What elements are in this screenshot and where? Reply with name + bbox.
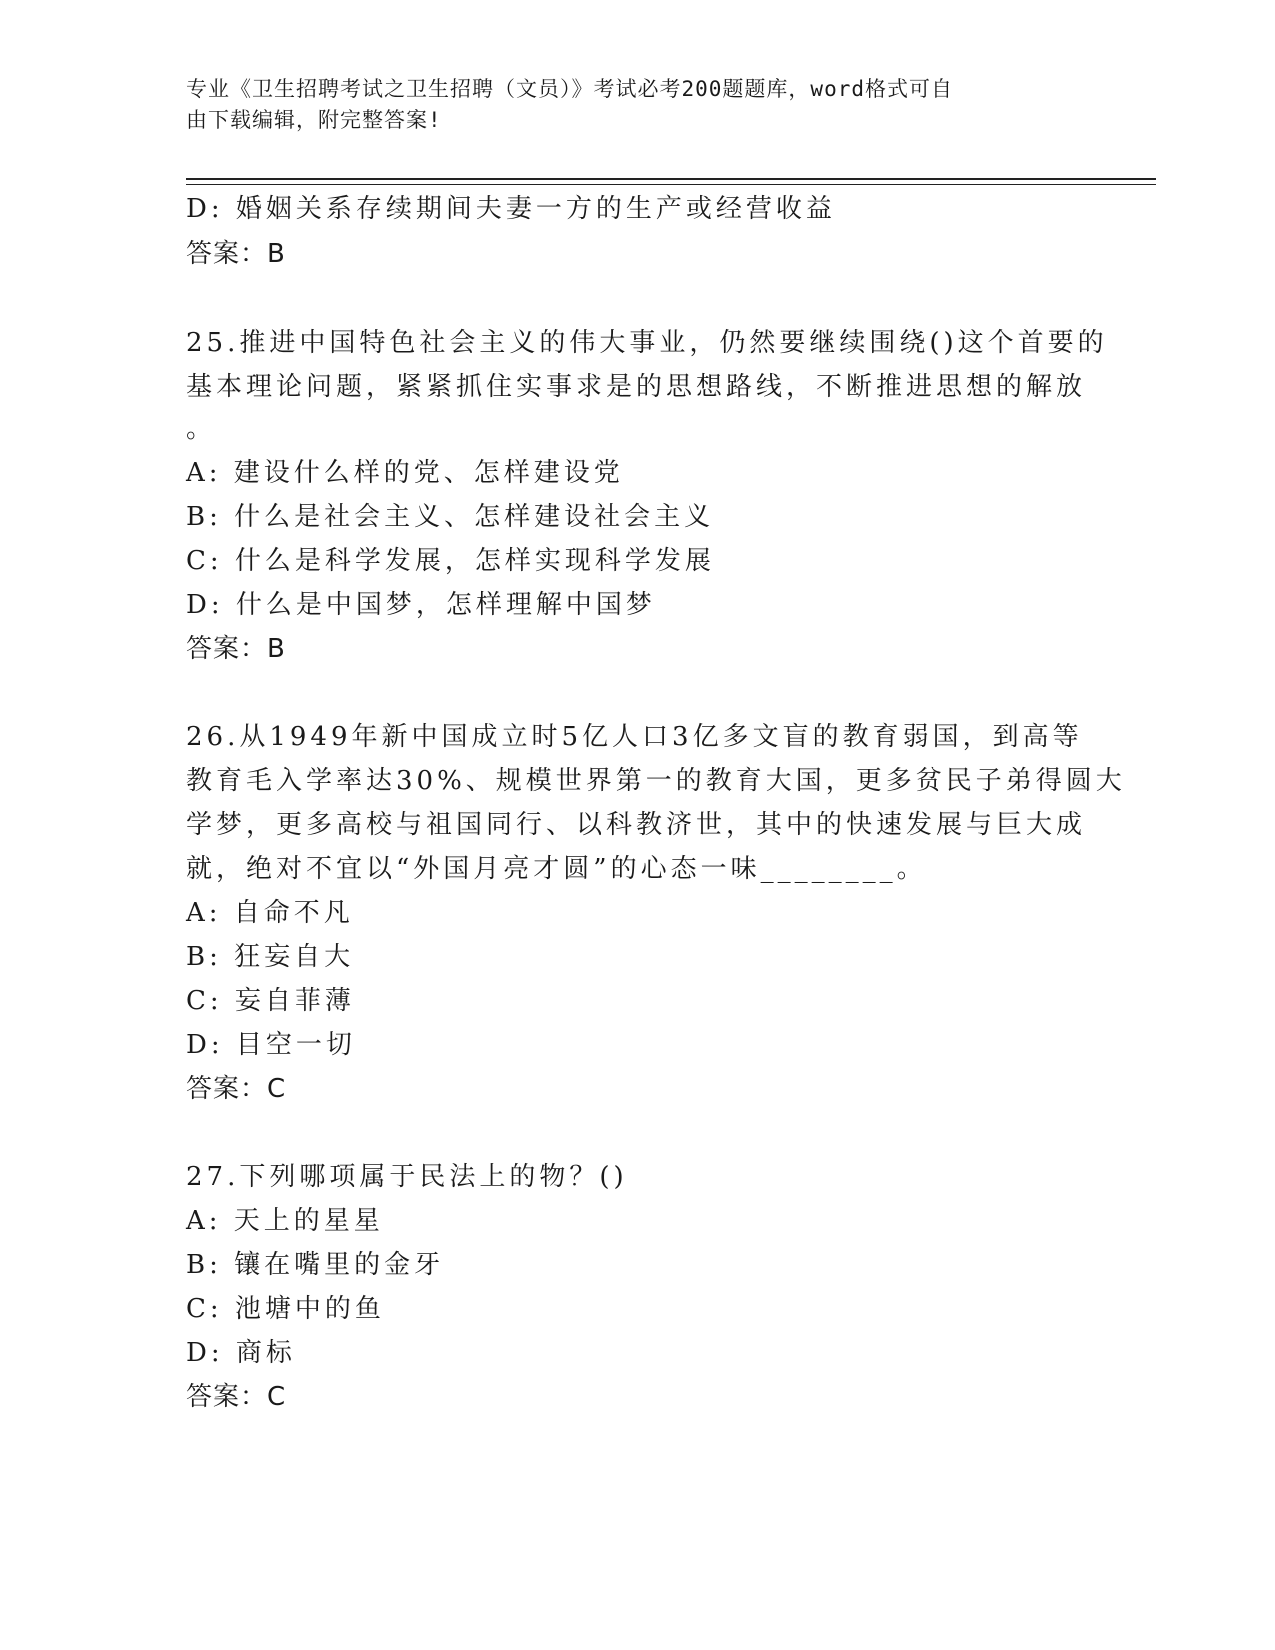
q26-option-c: C: 妄自菲薄 xyxy=(186,986,355,1016)
q25-option-a: A: 建设什么样的党、怎样建设党 xyxy=(186,458,624,488)
q26-option-a: A: 自命不凡 xyxy=(186,898,354,928)
document-header xyxy=(186,74,1066,136)
q26-answer: 答案：C xyxy=(186,1074,287,1104)
q26-stem-line-3: 学梦，更多高校与祖国同行、以科教济世，其中的快速发展与巨大成 xyxy=(186,810,1087,840)
q26-stem-line-1: 26.从1949年新中国成立时5亿人口3亿多文盲的教育弱国，到高等 xyxy=(186,722,1083,752)
header-line-1: 专业《卫生招聘考试之卫生招聘（文员）》考试必考200题题库，word格式可自 xyxy=(186,77,953,101)
q26-stem-line-2: 教育毛入学率达30%、规模世界第一的教育大国，更多贫民子弟得圆大 xyxy=(186,766,1126,796)
q27-option-a: A: 天上的星星 xyxy=(186,1206,384,1236)
prev-option-d: D: 婚姻关系存续期间夫妻一方的生产或经营收益 xyxy=(186,194,836,224)
q25-answer: 答案：B xyxy=(186,634,286,664)
q25-stem-line-1: 25.推进中国特色社会主义的伟大事业，仍然要继续围绕()这个首要的 xyxy=(186,328,1108,358)
q27-answer: 答案：C xyxy=(186,1382,287,1412)
q27-stem-line-1: 27.下列哪项属于民法上的物？() xyxy=(186,1162,628,1192)
q25-option-d: D: 什么是中国梦，怎样理解中国梦 xyxy=(186,590,656,620)
header-line-2: 由下载编辑，附完整答案! xyxy=(186,108,442,132)
q25-option-c: C: 什么是科学发展，怎样实现科学发展 xyxy=(186,546,715,576)
prev-answer: 答案：B xyxy=(186,239,286,269)
q25-stem-line-2: 基本理论问题，紧紧抓住实事求是的思想路线，不断推进思想的解放 xyxy=(186,372,1087,402)
header-divider-thin xyxy=(186,184,1156,185)
q26-option-b: B: 狂妄自大 xyxy=(186,942,355,972)
q25-stem-line-3: 。 xyxy=(186,414,217,444)
header-divider-thick xyxy=(186,178,1156,180)
q27-option-c: C: 池塘中的鱼 xyxy=(186,1294,385,1324)
q26-option-d: D: 目空一切 xyxy=(186,1030,356,1060)
q27-option-b: B: 镶在嘴里的金牙 xyxy=(186,1250,445,1280)
q25-option-b: B: 什么是社会主义、怎样建设社会主义 xyxy=(186,502,715,532)
q26-stem-line-4: 就，绝对不宜以“外国月亮才圆”的心态一味________。 xyxy=(186,854,927,884)
q27-option-d: D: 商标 xyxy=(186,1338,296,1368)
